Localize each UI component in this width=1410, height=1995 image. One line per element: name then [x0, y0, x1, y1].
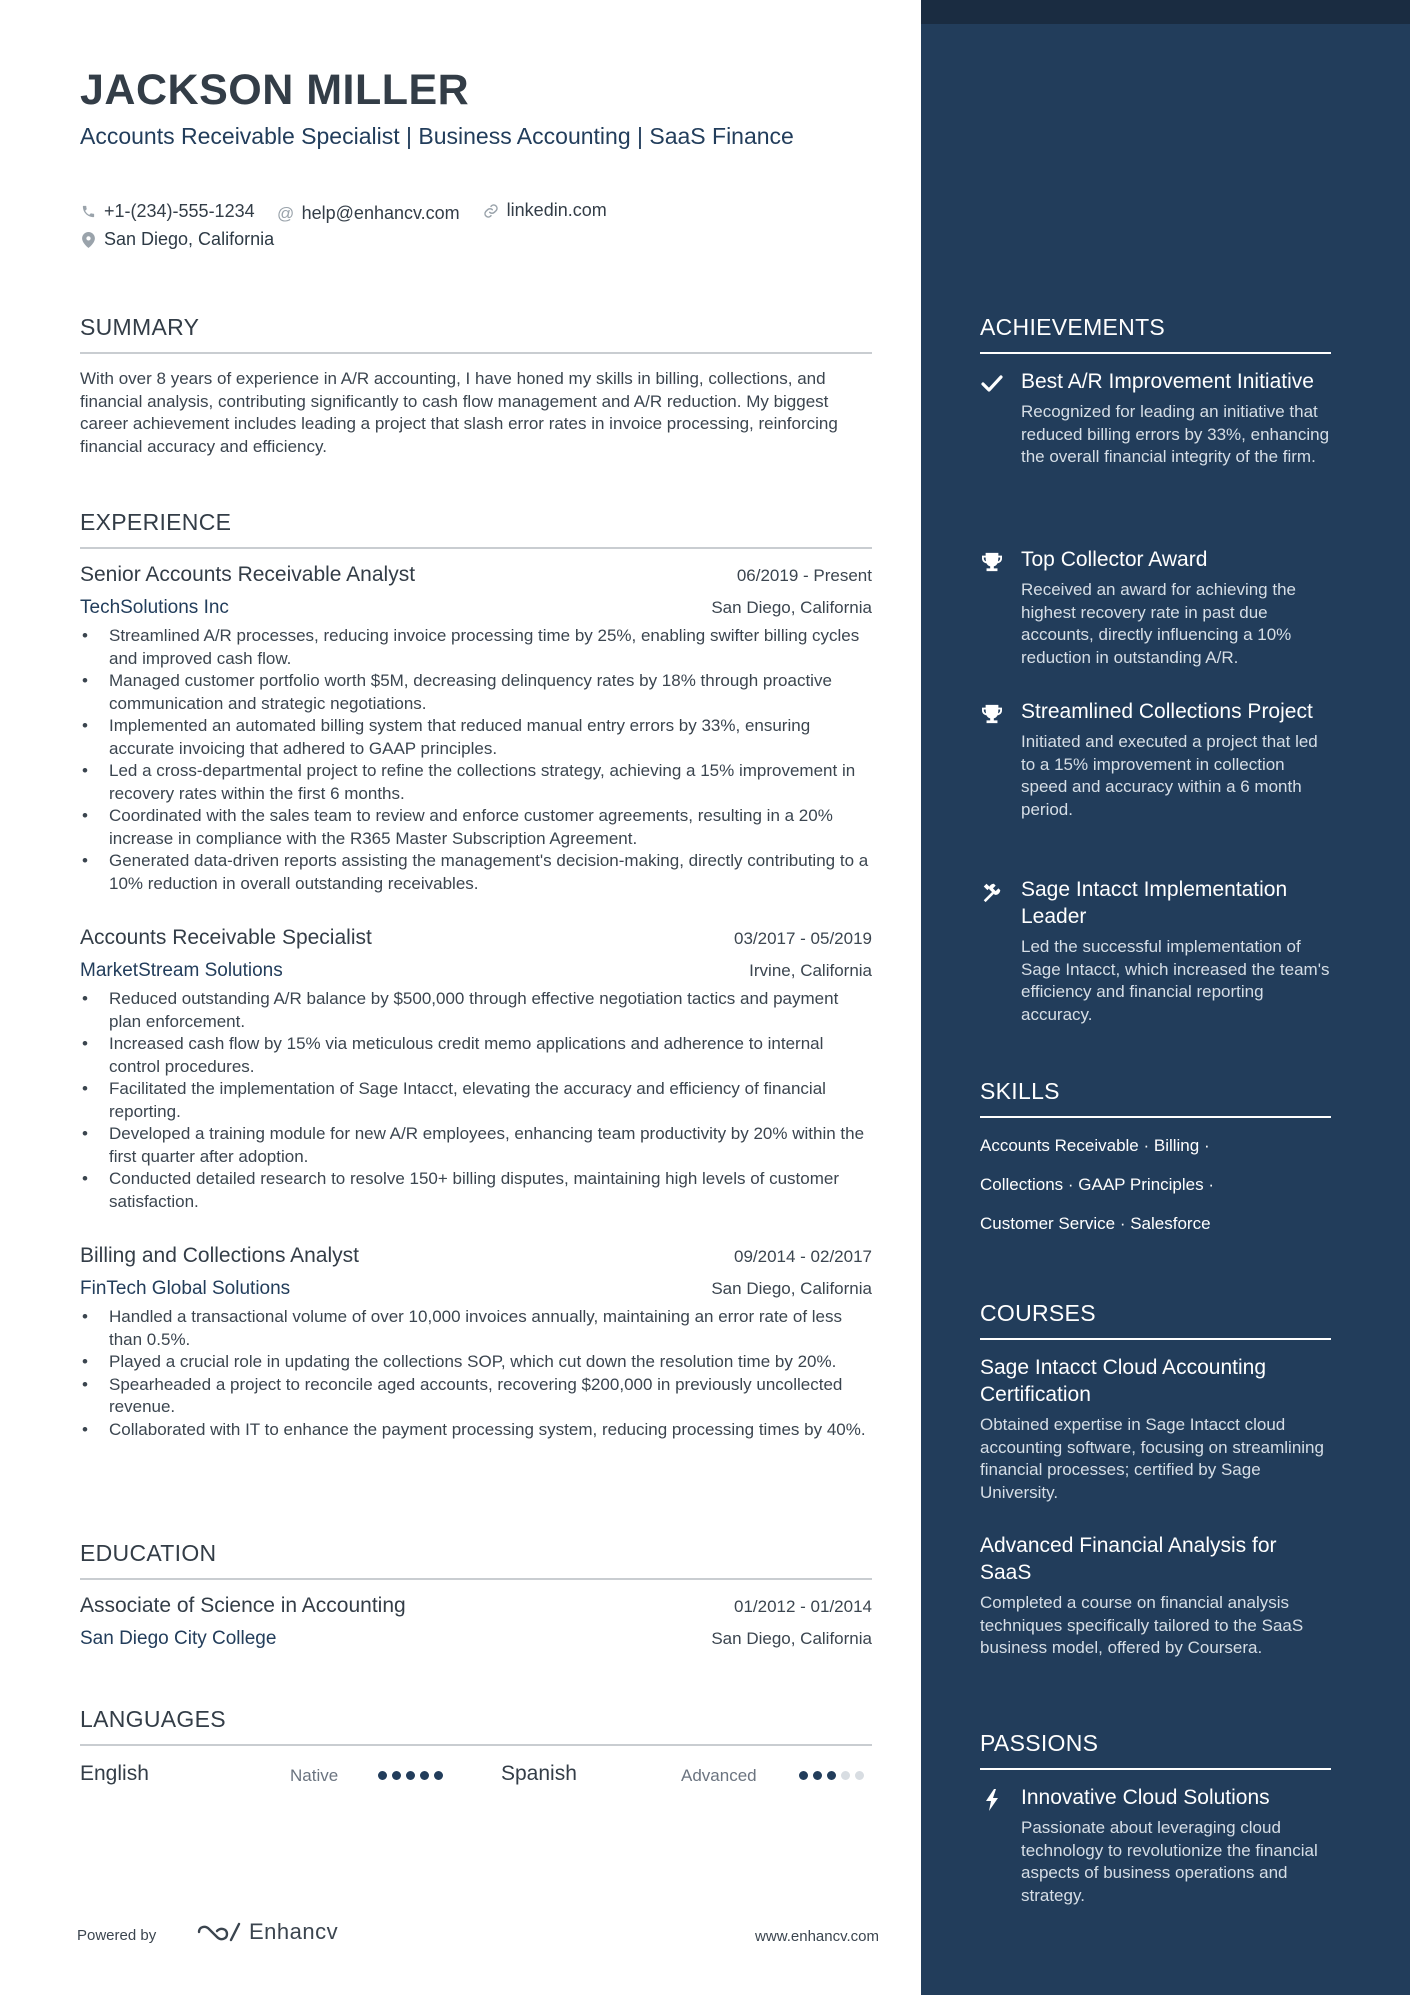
- contact-linkedin[interactable]: [483, 196, 607, 225]
- bullet-item: • Managed customer portfolio worth $5M, decreasing delinquency rates by 18% through proactive communication and strategic negotiations.: [80, 670, 872, 715]
- bullet-item: • Facilitated the implementation of Sage Intacct, elevating the accuracy and efficiency of financial reporting.: [80, 1078, 872, 1123]
- skills-line: Customer Service · Salesforce: [980, 1214, 1211, 1233]
- rating-dot: [392, 1771, 401, 1780]
- rating-dot: [378, 1771, 387, 1780]
- job-dates: 03/2017 - 05/2019: [733, 929, 872, 948]
- languages-row: [80, 1762, 872, 1792]
- headline: Accounts Receivable Specialist | Business Accounting | SaaS Finance: [80, 123, 794, 149]
- bullet-item: • Reduced outstanding A/R balance by $500,000 through effective negotiation tactics and payment plan enforcement.: [80, 988, 872, 1033]
- phone-text: +1-(234)-555-1234: [104, 200, 255, 221]
- language-rating: [799, 1771, 869, 1780]
- bullet-item: • Developed a training module for new A/R employees, enhancing team productivity by 20% within the first quarter after adoption.: [80, 1123, 872, 1168]
- course-item: [980, 1354, 1331, 1504]
- courses-heading: COURSES: [980, 1300, 1331, 1340]
- candidate-name: JACKSON MILLER: [80, 66, 470, 114]
- rating-dot: [406, 1771, 415, 1780]
- location-row: [80, 225, 292, 254]
- language-level: Native: [290, 1766, 339, 1785]
- tools-icon: [980, 880, 1004, 904]
- course-title: Advanced Financial Analysis for SaaS: [980, 1534, 1277, 1584]
- at-icon: @: [277, 203, 295, 223]
- skills-line: Collections · GAAP Principles ·: [980, 1175, 1214, 1194]
- language-name: Spanish: [501, 1762, 577, 1785]
- job-dates: 09/2014 - 02/2017: [733, 1247, 872, 1266]
- achievement-desc: Received an award for achieving the highest recovery rate in past due accounts, directly influencing a 10% reduction in outstanding A/R.: [1021, 580, 1296, 667]
- enhancv-logo[interactable]: [195, 1919, 338, 1945]
- bullet-item: • Led a cross-departmental project to refine the collections strategy, achieving a 15% improvement in recovery rates within the first 6 months.: [80, 760, 872, 805]
- language-level: Advanced: [681, 1766, 757, 1785]
- bullet-item: • Handled a transactional volume of over 10,000 invoices annually, maintaining an error rate of less than 0.5%.: [80, 1306, 872, 1351]
- location-text: San Diego, California: [104, 229, 275, 249]
- course-desc: Completed a course on financial analysis techniques specifically tailored to the SaaS business model, offered by Coursera.: [980, 1593, 1304, 1657]
- job-entry: [80, 1244, 872, 1441]
- email-text: help@enhancv.com: [301, 203, 460, 223]
- experience-heading: EXPERIENCE: [80, 509, 872, 549]
- achievement-desc: Initiated and executed a project that led to a 15% improvement in collection speed and accuracy within a 6 month period.: [1021, 732, 1318, 819]
- job-company: MarketStream Solutions: [80, 960, 283, 981]
- passion-desc: Passionate about leveraging cloud technology to revolutionize the financial aspects of business operations and strategy.: [1021, 1818, 1318, 1905]
- job-location: San Diego, California: [711, 598, 872, 617]
- education-heading: EDUCATION: [80, 1540, 872, 1580]
- location-pin-icon: [80, 232, 96, 248]
- bullet-item: • Conducted detailed research to resolve 150+ billing disputes, maintaining high levels of customer satisfaction.: [80, 1168, 872, 1213]
- rating-dot: [420, 1771, 429, 1780]
- course-title: Sage Intacct Cloud Accounting Certification: [980, 1356, 1267, 1406]
- language-name: English: [80, 1762, 149, 1785]
- job-bullets: [80, 988, 872, 1213]
- rating-dot: [813, 1771, 822, 1780]
- achievement-title: Sage Intacct Implementation Leader: [1021, 878, 1288, 928]
- website-link[interactable]: www.enhancv.com: [755, 1928, 879, 1945]
- achievement-desc: Led the successful implementation of Sage Intacct, which increased the team's efficiency and financial reporting accuracy.: [1021, 937, 1330, 1024]
- achievement-title: Top Collector Award: [1021, 548, 1208, 571]
- course-item: [980, 1532, 1331, 1660]
- phone-icon: [80, 203, 96, 219]
- sidebar: [921, 0, 1410, 1995]
- lightning-icon: [980, 1788, 1004, 1812]
- footer: [77, 1919, 879, 1953]
- job-entry: [80, 926, 872, 1213]
- achievement-title: Best A/R Improvement Initiative: [1021, 370, 1314, 393]
- education-entry: [80, 1594, 872, 1650]
- enhancv-logo-icon: [195, 1920, 243, 1944]
- job-title: Billing and Collections Analyst: [80, 1244, 359, 1267]
- passion-title: Innovative Cloud Solutions: [1021, 1786, 1270, 1809]
- trophy-icon: [980, 702, 1004, 726]
- trophy-icon: [980, 550, 1004, 574]
- rating-dot: [855, 1771, 864, 1780]
- rating-dot: [841, 1771, 850, 1780]
- job-bullets: [80, 1306, 872, 1441]
- degree-title: Associate of Science in Accounting: [80, 1594, 406, 1617]
- bullet-item: • Played a crucial role in updating the collections SOP, which cut down the resolution time by 20%.: [80, 1351, 872, 1374]
- rating-dot: [827, 1771, 836, 1780]
- achievement-item: [980, 876, 1331, 1026]
- achievement-desc: Recognized for leading an initiative that reduced billing errors by 33%, enhancing the overall financial integrity of the firm.: [1021, 402, 1330, 466]
- link-icon: [483, 203, 499, 219]
- powered-by-text: Powered by: [77, 1927, 157, 1944]
- bullet-item: • Collaborated with IT to enhance the payment processing system, reducing processing times by 40%.: [80, 1419, 872, 1442]
- linkedin-text: linkedin.com: [506, 200, 607, 220]
- job-dates: 06/2019 - Present: [736, 566, 872, 585]
- passion-item: [980, 1784, 1331, 1907]
- job-company: FinTech Global Solutions: [80, 1278, 291, 1299]
- sidebar-top-band: [921, 0, 1410, 24]
- education-dates: 01/2012 - 01/2014: [733, 1597, 872, 1616]
- job-company: TechSolutions Inc: [80, 597, 229, 618]
- school-location: San Diego, California: [711, 1629, 872, 1648]
- achievement-item: [980, 546, 1331, 669]
- achievement-item: [980, 368, 1331, 469]
- job-title: Senior Accounts Receivable Analyst: [80, 563, 416, 586]
- achievements-heading: ACHIEVEMENTS: [980, 314, 1331, 354]
- skills-list: [980, 1126, 1331, 1243]
- contact-phone[interactable]: [80, 197, 255, 226]
- rating-dot: [434, 1771, 443, 1780]
- job-title: Accounts Receivable Specialist: [80, 926, 372, 949]
- school-name: San Diego City College: [80, 1628, 277, 1649]
- job-location: San Diego, California: [711, 1279, 872, 1298]
- job-location: Irvine, California: [749, 961, 872, 980]
- bullet-item: • Streamlined A/R processes, reducing invoice processing time by 25%, enabling swifter billing cycles and improved cash flow.: [80, 625, 872, 670]
- language-rating: [378, 1771, 448, 1780]
- languages-heading: LANGUAGES: [80, 1706, 872, 1746]
- rating-dot: [799, 1771, 808, 1780]
- bullet-item: • Generated data-driven reports assisting the management's decision-making, directly contributing to a 10% reduction in overall outstanding receivables.: [80, 850, 872, 895]
- check-icon: [980, 372, 1004, 396]
- contact-email[interactable]: [278, 199, 460, 228]
- course-desc: Obtained expertise in Sage Intacct cloud accounting software, focusing on streamlining financial processes; certified by Sage University.: [980, 1415, 1324, 1502]
- bullet-item: • Spearheaded a project to reconcile aged accounts, recovering $200,000 in previously uncollected revenue.: [80, 1374, 872, 1419]
- job-bullets: [80, 625, 872, 895]
- bullet-item: • Implemented an automated billing system that reduced manual entry errors by 33%, ensuring accurate invoicing that adhered to GAAP principles.: [80, 715, 872, 760]
- passions-heading: PASSIONS: [980, 1730, 1331, 1770]
- skills-heading: SKILLS: [980, 1078, 1331, 1118]
- brand-name: Enhancv: [249, 1919, 339, 1944]
- contact-row: [80, 196, 840, 228]
- bullet-item: • Coordinated with the sales team to review and enforce customer agreements, resulting in a 20% increase in compliance with the R365 Master Subscription Agreement.: [80, 805, 872, 850]
- summary-text: With over 8 years of experience in A/R accounting, I have honed my skills in billing, collections, and financial analysis, contributing significantly to cash flow management and A/R reduction. My biggest career achievement includes leading a project that slash error rates in invoice processing, reinforcing financial accuracy and efficiency.: [80, 369, 838, 456]
- achievement-title: Streamlined Collections Project: [1021, 700, 1313, 723]
- achievement-item: [980, 698, 1331, 821]
- summary-heading: SUMMARY: [80, 314, 872, 354]
- contact-location: [80, 225, 274, 254]
- bullet-item: • Increased cash flow by 15% via meticulous credit memo applications and adherence to internal control procedures.: [80, 1033, 872, 1078]
- job-entry: [80, 563, 872, 895]
- skills-line: Accounts Receivable · Billing ·: [980, 1136, 1210, 1155]
